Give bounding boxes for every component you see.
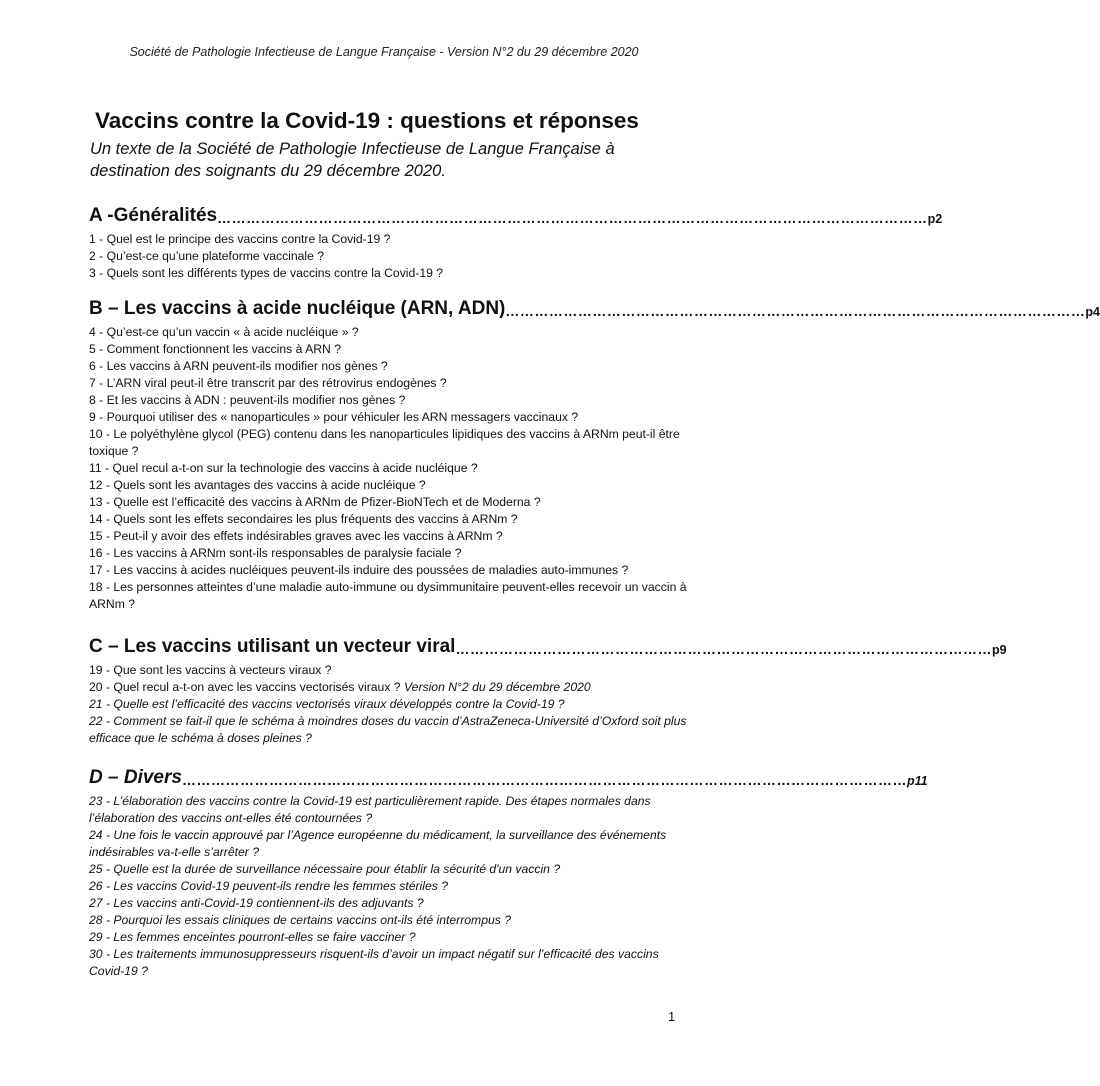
document-title: Vaccins contre la Covid-19 : questions et réponses — [95, 108, 639, 133]
document-subtitle: Un texte de la Société de Pathologie Infectieuse de Langue Française à destination des soignants du 29 décembre 2020. — [90, 140, 615, 180]
section-page-ref: p4 — [1085, 305, 1100, 319]
list-item: 25 - Quelle est la durée de surveillance nécessaire pour établir la sécurité d'un vaccin ? — [89, 862, 561, 876]
list-item: 23 - L’élaboration des vaccins contre la Covid-19 est particulièrement rapide. Des étapes normales dans l’élaboration des vaccins ont-elles été contournées ? — [89, 794, 651, 825]
section-b — [89, 296, 1100, 613]
list-item: 24 - Une fois le vaccin approuvé par l’Agence européenne du médicament, la surveillance des événements indésirables va-t-elle s’arrêter ? — [89, 828, 667, 859]
leader-dots: ………………………………………………………………………………………………………………………………… — [217, 210, 928, 226]
section-page-ref: p9 — [991, 643, 1007, 657]
section-heading-title: A -Généralités — [89, 205, 218, 226]
question-list — [89, 324, 689, 613]
list-item: 10 - Le polyéthylène glycol (PEG) contenu dans les nanoparticules lipidiques des vaccins à ARNm peut-il être toxique ? — [89, 427, 680, 458]
list-item: 26 - Les vaccins Covid-19 peuvent-ils rendre les femmes stériles ? — [89, 879, 449, 893]
list-item: 18 - Les personnes atteintes d’une maladie auto-immune ou dysimmunitaire peuvent-elles recevoir un vaccin à ARNm ? — [89, 580, 687, 611]
section-heading-title: D – Divers — [89, 767, 182, 788]
list-item: 19 - Que sont les vaccins à vecteurs viraux ? — [89, 663, 332, 677]
list-item: 12 - Quels sont les avantages des vaccins à acide nucléique ? — [89, 478, 426, 492]
question-list — [89, 662, 689, 747]
leader-dots: ………………………………………………………………………………………………… — [455, 641, 992, 657]
section-heading-title: B – Les vaccins à acide nucléique (ARN, ADN) — [89, 298, 506, 319]
section-page-ref: p2 — [927, 212, 943, 226]
section-b-heading[interactable] — [89, 296, 1100, 322]
section-c-heading[interactable] — [89, 634, 1007, 660]
list-item: 11 - Quel recul a-t-on sur la technologie des vaccins à acide nucléique ? — [89, 461, 478, 475]
list-item: 5 - Comment fonctionnent les vaccins à ARN ? — [89, 342, 341, 356]
section-a — [89, 203, 943, 282]
list-item: 2 - Qu’est-ce qu’une plateforme vaccinale ? — [89, 249, 325, 263]
section-page-ref: p11 — [906, 774, 928, 788]
list-item: 28 - Pourquoi les essais cliniques de certains vaccins ont-ils été interrompus ? — [89, 913, 512, 927]
list-item: 27 - Les vaccins anti-Covid-19 contiennent-ils des adjuvants ? — [89, 896, 424, 910]
list-item: 30 - Les traitements immunosuppresseurs risquent-ils d’avoir un impact négatif sur l’efficacité des vaccins Covid-19 ? — [89, 947, 659, 978]
leader-dots: …………………………………………………………………………………………………………………………………… — [181, 772, 907, 788]
list-item: 8 - Et les vaccins à ADN : peuvent-ils modifier nos gènes ? — [89, 393, 406, 407]
list-item: 4 - Qu’est-ce qu’un vaccin « à acide nucléique » ? — [89, 325, 359, 339]
list-item: 1 - Quel est le principe des vaccins contre la Covid-19 ? — [89, 232, 391, 246]
section-c — [89, 634, 1007, 747]
list-item: 3 - Quels sont les différents types de vaccins contre la Covid-19 ? — [89, 266, 444, 280]
section-a-heading[interactable] — [89, 203, 943, 229]
page-number: 1 — [668, 1009, 676, 1024]
list-item: 17 - Les vaccins à acides nucléiques peuvent-ils induire des poussées de maladies auto-immunes ? — [89, 563, 629, 577]
question-list — [89, 231, 689, 282]
list-item: 9 - Pourquoi utiliser des « nanoparticules » pour véhiculer les ARN messagers vaccinaux ? — [89, 410, 579, 424]
section-d-heading[interactable] — [89, 765, 928, 791]
leader-dots: ………………………………………………………………………………………………………… — [505, 303, 1086, 319]
list-item — [89, 679, 689, 696]
list-item: 22 - Comment se fait-il que le schéma à moindres doses du vaccin d’AstraZeneca-Université d’Oxford soit plus efficace que le schéma à doses pleines ? — [89, 714, 687, 745]
list-item: 6 - Les vaccins à ARN peuvent-ils modifier nos gènes ? — [89, 359, 388, 373]
list-item: 29 - Les femmes enceintes pourront-elles se faire vacciner ? — [89, 930, 416, 944]
list-item: 14 - Quels sont les effets secondaires les plus fréquents des vaccins à ARNm ? — [89, 512, 518, 526]
version-note: Version N°2 du 29 décembre 2020 — [403, 680, 591, 694]
running-header: Société de Pathologie Infectieuse de Langue Française - Version N°2 du 29 décembre 2020 — [129, 45, 639, 59]
list-item: 15 - Peut-il y avoir des effets indésirables graves avec les vaccins à ARNm ? — [89, 529, 503, 543]
list-item: 13 - Quelle est l’efficacité des vaccins à ARNm de Pfizer-BioNTech et de Moderna ? — [89, 495, 541, 509]
list-item-text: 20 - Quel recul a-t-on avec les vaccins vectorisés viraux ? — [89, 680, 401, 694]
list-item: 7 - L’ARN viral peut-il être transcrit par des rétrovirus endogènes ? — [89, 376, 447, 390]
list-item: 21 - Quelle est l’efficacité des vaccins vectorisés viraux développés contre la Covid-19 ? — [89, 697, 565, 711]
section-heading-title: C – Les vaccins utilisant un vecteur viral — [89, 636, 456, 657]
question-list — [89, 793, 689, 980]
section-d — [89, 765, 928, 980]
list-item: 16 - Les vaccins à ARNm sont-ils responsables de paralysie faciale ? — [89, 546, 462, 560]
